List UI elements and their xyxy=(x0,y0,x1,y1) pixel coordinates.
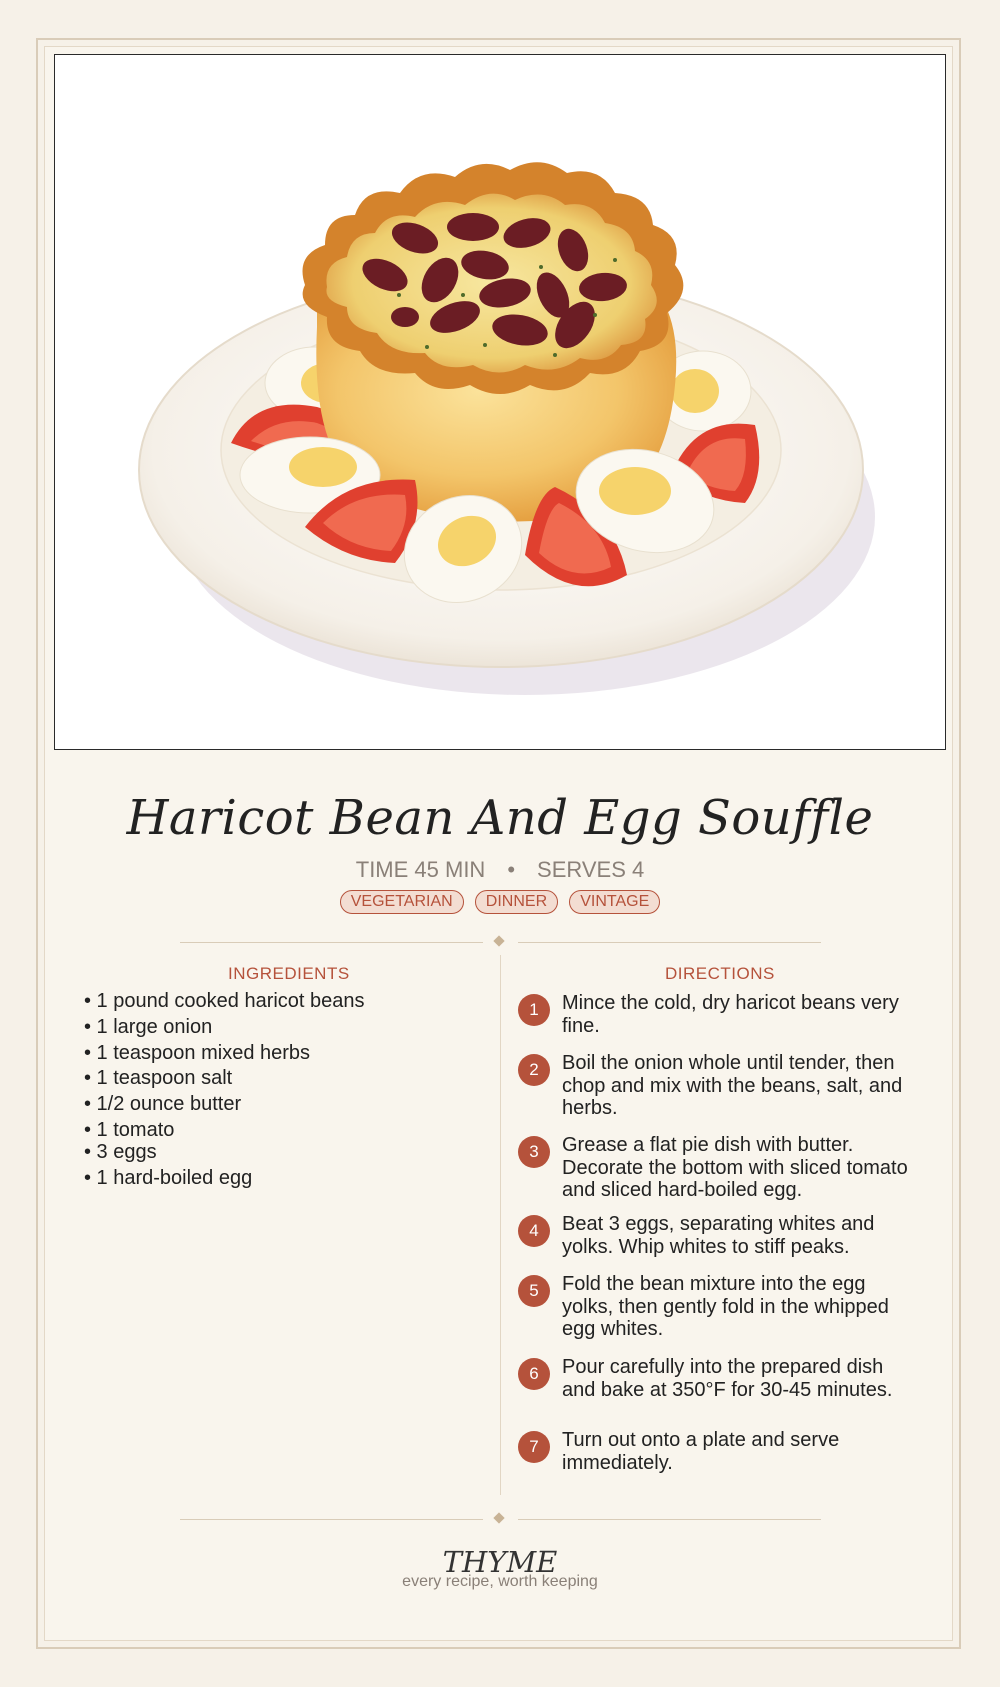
divider-diamond xyxy=(493,1512,504,1523)
recipe-meta xyxy=(0,857,1000,883)
souffle-illustration xyxy=(55,55,946,750)
ingredient-item: • 1/2 ounce butter xyxy=(84,1093,242,1116)
recipe-hero-image xyxy=(54,54,946,750)
step-number-badge: 5 xyxy=(518,1275,550,1307)
divider-diamond xyxy=(493,935,504,946)
directions-heading: DIRECTIONS xyxy=(665,964,775,983)
tag-vintage[interactable]: VINTAGE xyxy=(569,890,660,914)
tag-dinner[interactable]: DINNER xyxy=(475,890,558,914)
ingredients-heading: INGREDIENTS xyxy=(228,964,350,983)
step-text: Grease a flat pie dish with butter. Decorate the bottom with sliced tomato and sliced hard-boiled egg. xyxy=(562,1134,908,1201)
tag-vegetarian[interactable]: VEGETARIAN xyxy=(340,890,464,914)
step-text: Boil the onion whole until tender, then chop and mix with the beans, salt, and herbs. xyxy=(562,1052,903,1119)
step-number-badge: 7 xyxy=(518,1431,550,1463)
step-number-badge: 1 xyxy=(518,994,550,1026)
ingredient-item: • 3 eggs xyxy=(84,1140,157,1163)
step-text: Fold the bean mixture into the egg yolks, then gently fold in the whipped egg whites. xyxy=(562,1273,889,1340)
meta-separator: • xyxy=(507,857,516,882)
step-text: Turn out onto a plate and serve immediately. xyxy=(562,1429,840,1474)
step-text: Mince the cold, dry haricot beans very fine. xyxy=(562,992,899,1037)
section-divider-bottom xyxy=(0,1513,1000,1525)
step-number-badge: 3 xyxy=(518,1136,550,1168)
recipe-title: Haricot Bean And Egg Souffle xyxy=(126,790,874,846)
ingredient-item: • 1 teaspoon salt xyxy=(84,1067,233,1090)
tag-list xyxy=(0,890,1000,914)
ingredient-item: • 1 large onion xyxy=(84,1015,213,1038)
step-number-badge: 6 xyxy=(518,1358,550,1390)
section-divider-top xyxy=(0,936,1000,948)
ingredient-item: • 1 hard-boiled egg xyxy=(84,1166,253,1189)
brand-tagline: every recipe, worth keeping xyxy=(402,1573,598,1590)
ingredient-item: • 1 teaspoon mixed herbs xyxy=(84,1041,311,1064)
recipe-time: TIME 45 MIN xyxy=(355,857,486,882)
step-number-badge: 4 xyxy=(518,1215,550,1247)
ingredient-item: • 1 tomato xyxy=(84,1118,175,1141)
step-text: Pour carefully into the prepared dish and bake at 350°F for 30-45 minutes. xyxy=(562,1356,893,1401)
brand-logo: THYME xyxy=(442,1545,558,1579)
step-number-badge: 2 xyxy=(518,1054,550,1086)
column-separator xyxy=(500,955,501,1495)
step-text: Beat 3 eggs, separating whites and yolks. Whip whites to stiff peaks. xyxy=(562,1213,875,1258)
ingredient-item: • 1 pound cooked haricot beans xyxy=(84,990,365,1012)
recipe-serves: SERVES 4 xyxy=(537,857,645,882)
ingredients-list xyxy=(84,989,365,1191)
